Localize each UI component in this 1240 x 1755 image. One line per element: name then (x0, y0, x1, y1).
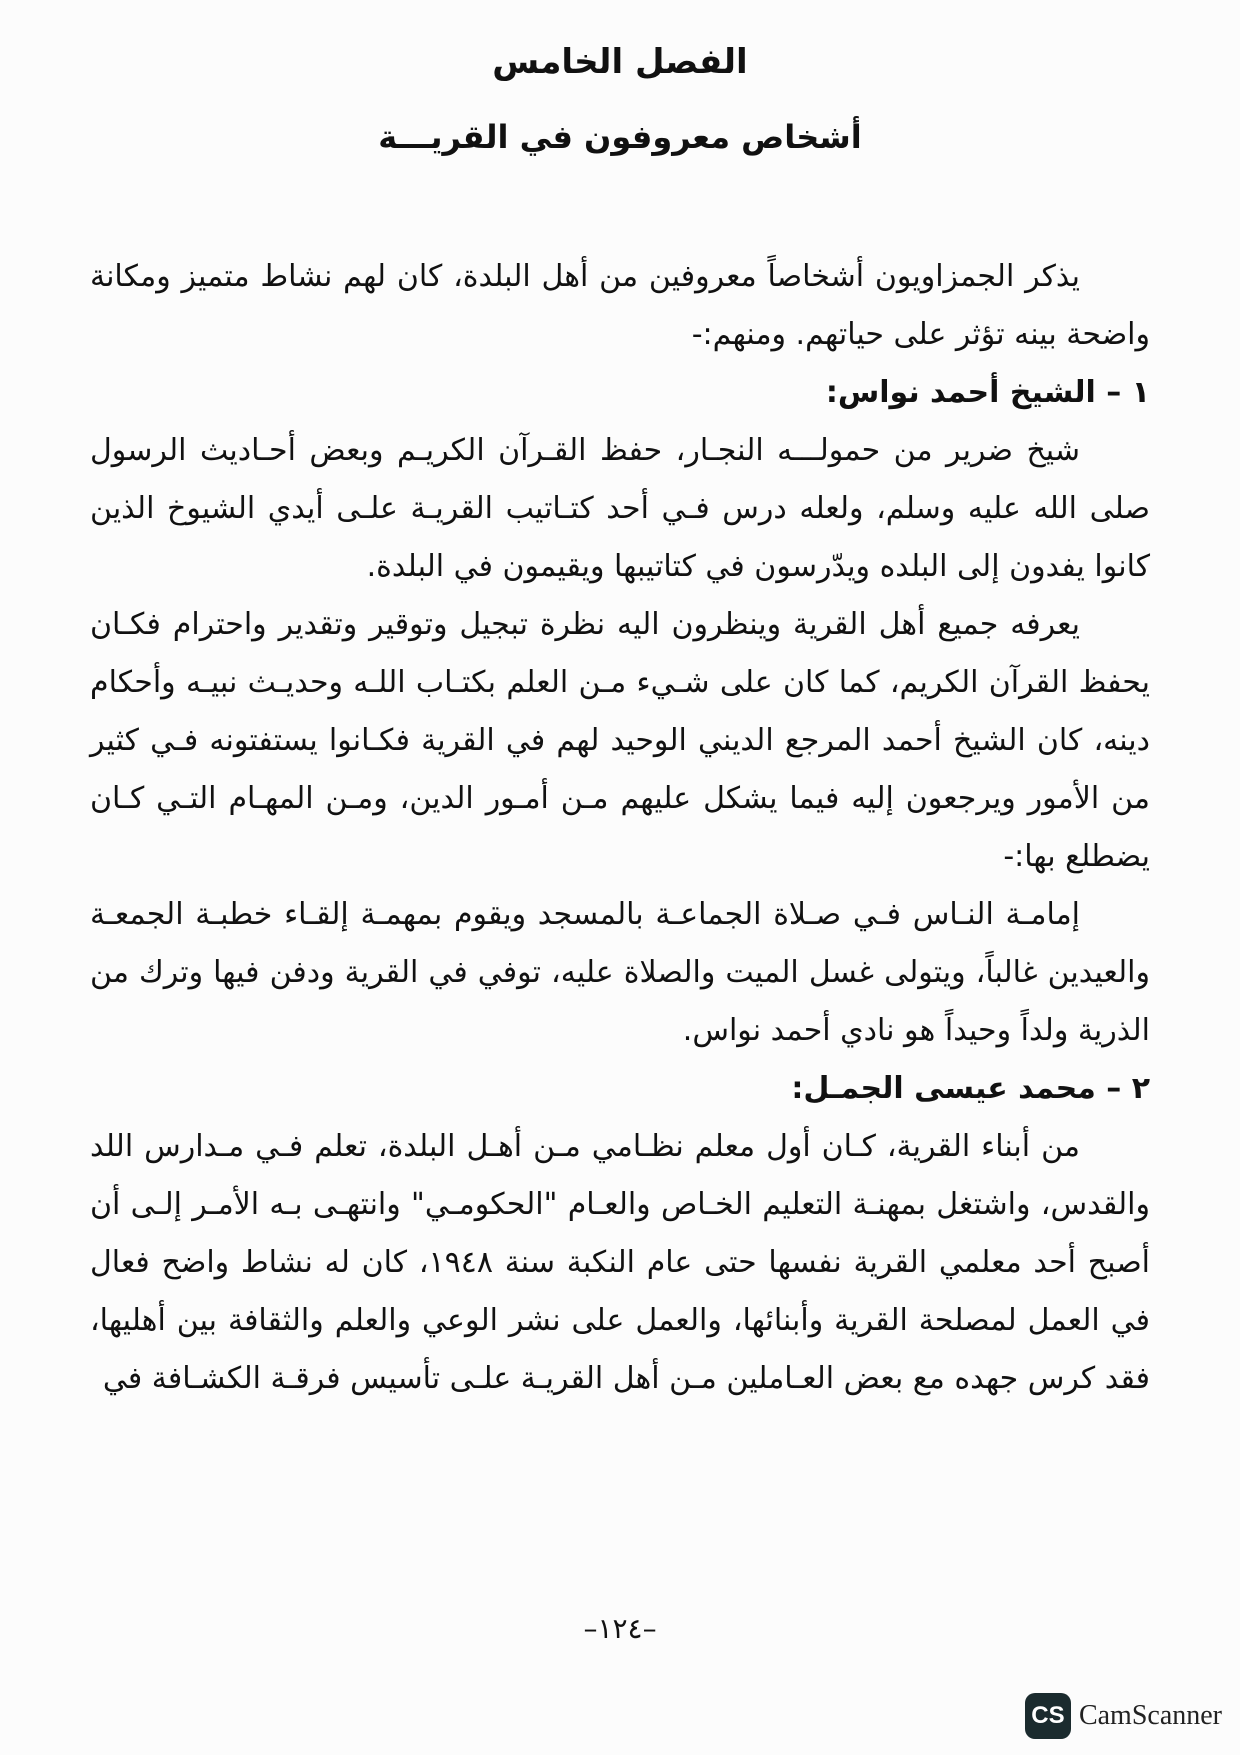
camscanner-watermark (1025, 1690, 1222, 1742)
section-1-paragraph-3: إمامـة النـاس فـي صـلاة الجماعـة بالمسجد ويقوم بمهمـة إلقـاء خطبـة الجمعـة والعيدين غالباً، ويتولى غسل الميت والصلاة عليه، توفي في القرية ودفن فيها وترك من الذرية ولداً وحيداً هو نادي أحمد نواس. (90, 897, 1150, 1048)
section-1-paragraph-1: شيخ ضرير من حمولـــه النجـار، حفظ القـرآن الكريـم وبعض أحـاديث الرسول صلى الله عليه وسلم، ولعله درس فـي أحد كتـاتيب القريـة علـى أيدي الشيوخ الذين كانوا يفدون إلى البلده ويدّرسون في كتاتيبها ويقيمون في البلدة. (90, 433, 1150, 584)
page-number: –١٢٤– (583, 1612, 657, 1645)
chapter-subtitle: أشخاص معروفون في القريـــة (378, 118, 862, 156)
chapter-title: الفصل الخامس (492, 42, 748, 82)
section-1-heading: ١ – الشيخ أحمد نواس: (825, 375, 1150, 410)
section-1-paragraph-2: يعرفه جميع أهل القرية وينظرون اليه نظرة تبجيل وتوقير وتقدير واحترام فكـان يحفظ القرآن الكريم، كما كان على شـيء مـن العلم بكتـاب اللـه وحديـث نبيـه وأحكام دينه، كان الشيخ أحمد المرجع الديني الوحيد لهم في القرية فكـانوا يستفتونه فـي كثير من الأمور ويرجعون إليه فيما يشكل عليهم مـن أمـور الدين، ومـن المهـام التـي كـان يضطلع بها:- (90, 607, 1150, 874)
camscanner-brand: CamScanner (1078, 1700, 1222, 1731)
section-2-paragraph-1: من أبناء القرية، كـان أول معلم نظـامي مـن أهـل البلدة، تعلم فـي مـدارس اللد والقدس، واشتغل بمهنـة التعليم الخـاص والعـام "الحكومـي" وانتهـى بـه الأمـر إلـى أن أصبح أحد معلمي القرية نفسها حتى عام النكبة سنة ١٩٤٨، كان له نشاط واضح فعال في العمل لمصلحة القرية وأبنائها، والعمل على نشر الوعي والعلم والثقافة بين أهليها، فقد كرس جهده مع بعض العـاملين مـن أهل القريـة علـى تأسيس فرقـة الكشـافة في (90, 1129, 1150, 1396)
section-2-heading: ٢ – محمد عيسى الجمـل: (791, 1071, 1150, 1106)
document-body (90, 248, 1150, 1408)
camscanner-logo-icon: CS (1025, 1693, 1071, 1739)
intro-paragraph: يذكر الجمزاويون أشخاصاً معروفين من أهل البلدة، كان لهم نشاط متميز ومكانة واضحة بينه تؤثر على حياتهم. ومنهم:- (90, 259, 1150, 352)
